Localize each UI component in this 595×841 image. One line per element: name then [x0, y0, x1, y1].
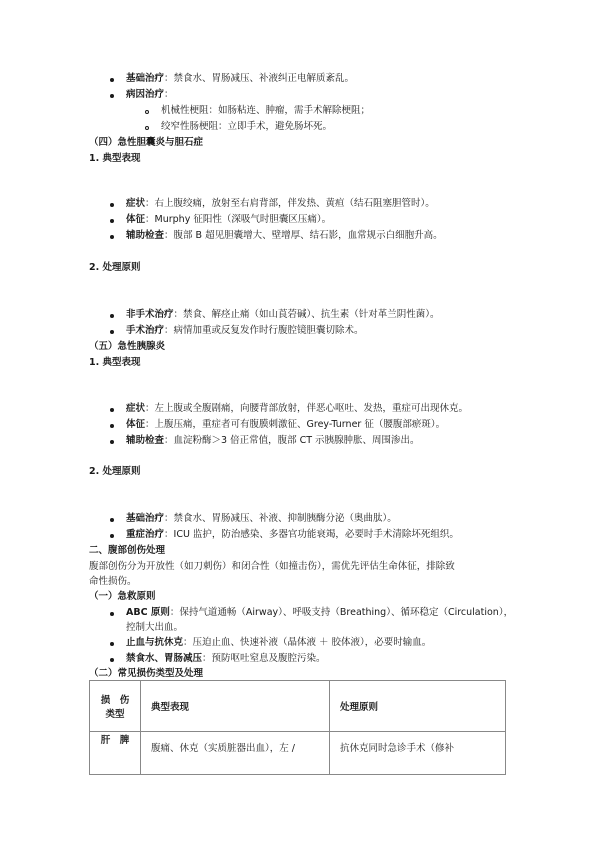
subheading-presentation: 1. 典型表现 [89, 153, 141, 164]
cholecystitis-nonsurgical-label: 非手术治疗 [126, 309, 174, 320]
pancreatitis-sign-text: ：上腹压痛，重症者可有腹膜刺激征、Grey-Turner 征（腰腹部瘀斑）。 [145, 419, 446, 430]
table-header-cell [90, 681, 141, 732]
obstruction-sub-item: 机械性梗阻：如肠粘连、肿瘤，需手术解除梗阻； [161, 105, 371, 116]
cholecystitis-symptom-text: ：右上腹绞痛，放射至右肩背部，伴发热、黄疸（结石阻塞胆管时）。 [145, 198, 435, 209]
table-cell: 腹痛、休克（实质脏器出血），左 / [141, 732, 330, 775]
pancreatitis-sign-label: 体征 [126, 419, 146, 430]
trauma-bleeding-label: 止血与抗休克 [126, 637, 184, 648]
pancreatitis-exam-text: ：血淀粉酶＞3 倍正常值，腹部 CT 示胰腺肿胀、周围渗出。 [164, 435, 420, 446]
pancreatitis-basic-label: 基础治疗 [126, 513, 165, 524]
section-title-trauma: 二、腹部创伤处理 [89, 545, 166, 556]
injury-types-table [89, 680, 506, 775]
sub-bullet-circle [145, 110, 149, 114]
pancreatitis-basic-item [126, 512, 397, 525]
trauma-abc-label: ABC 原则 [126, 607, 170, 618]
cholecystitis-surgical-item [126, 324, 364, 337]
bullet-dot [110, 518, 114, 522]
cholecystitis-nonsurgical-text: ：禁食、解痉止痛（如山莨菪碱）、抗生素（针对革兰阴性菌）。 [173, 309, 440, 320]
bullet-dot [110, 330, 114, 334]
table-row [90, 732, 506, 775]
bullet-dot [110, 78, 114, 82]
header-line: 损 伤 [100, 695, 130, 706]
cholecystitis-sign-text: ：Murphy 征阳性（深吸气时胆囊区压痛）。 [145, 214, 332, 225]
cholecystitis-surgical-label: 手术治疗 [126, 325, 165, 336]
obstruction-sub-item: 绞窄性肠梗阻：立即手术，避免肠坏死。 [161, 121, 333, 132]
subheading-principles: 2. 处理原则 [89, 262, 141, 273]
cholecystitis-exam-text: ：腹部 B 超见胆囊增大、壁增厚、结石影，血常规示白细胞升高。 [164, 230, 443, 241]
obstruction-cause-label: 病因治疗 [126, 89, 165, 100]
cholecystitis-exam-label: 辅助检查 [126, 230, 165, 241]
subsection-title-emergency: （一）急救原则 [89, 591, 156, 602]
bullet-dot [110, 440, 114, 444]
pancreatitis-symptom-label: 症状 [126, 403, 146, 414]
obstruction-cause-item [126, 88, 174, 101]
bullet-dot [110, 408, 114, 412]
trauma-fasting-label: 禁食水、胃肠减压 [126, 653, 203, 664]
bullet-dot [110, 203, 114, 207]
obstruction-cause-text: ： [164, 89, 174, 100]
pancreatitis-severe-item [126, 528, 459, 541]
subheading-principles: 2. 处理原则 [89, 466, 141, 477]
subheading-presentation: 1. 典型表现 [89, 357, 141, 368]
obstruction-basic-item [126, 72, 354, 85]
trauma-abc-item [126, 606, 513, 619]
trauma-abc-continuation: 控制大出血。 [126, 622, 184, 633]
pancreatitis-basic-text: ：禁食水、胃肠减压、补液、抑制胰酶分泌（奥曲肽）。 [164, 513, 397, 524]
table-header-cell: 处理原则 [330, 681, 506, 732]
bullet-dot [110, 424, 114, 428]
section-title-cholecystitis: （四）急性胆囊炎与胆石症 [89, 137, 204, 148]
header-line: 类型 [105, 709, 125, 720]
pancreatitis-symptom-text: ：左上腹或全腹剧痛，向腰背部放射，伴恶心呕吐、发热，重症可出现休克。 [145, 403, 469, 414]
pancreatitis-severe-text: ：ICU 监护，防治感染、多器官功能衰竭，必要时手术清除坏死组织。 [164, 529, 459, 540]
cholecystitis-symptom-item [126, 197, 435, 210]
bullet-dot [110, 658, 114, 662]
pancreatitis-sign-item [126, 418, 445, 431]
table-header-row [90, 681, 506, 732]
trauma-bleeding-item [126, 636, 431, 649]
pancreatitis-symptom-item [126, 402, 468, 415]
cholecystitis-exam-item [126, 229, 443, 242]
bullet-dot [110, 642, 114, 646]
trauma-intro-line: 命性损伤。 [89, 576, 137, 587]
bullet-dot [110, 219, 114, 223]
bullet-dot [110, 235, 114, 239]
bullet-dot [110, 314, 114, 318]
trauma-abc-text: ：保持气道通畅（Airway）、呼吸支持（Breathing）、循环稳定（Circulation）， [169, 607, 514, 618]
cholecystitis-sign-label: 体征 [126, 214, 146, 225]
cholecystitis-symptom-label: 症状 [126, 198, 146, 209]
cholecystitis-sign-item [126, 213, 331, 226]
subsection-title-injury-types: （二）常见损伤类型及处理 [89, 668, 204, 679]
section-title-pancreatitis: （五）急性胰腺炎 [89, 341, 166, 352]
table-cell: 抗休克同时急诊手术（修补 [330, 732, 506, 775]
cholecystitis-nonsurgical-item [126, 308, 440, 321]
pancreatitis-exam-label: 辅助检查 [126, 435, 165, 446]
trauma-bleeding-text: ：压迫止血、快速补液（晶体液 ＋ 胶体液），必要时输血。 [183, 637, 432, 648]
obstruction-basic-label: 基础治疗 [126, 73, 165, 84]
cholecystitis-surgical-text: ：病情加重或反复发作时行腹腔镜胆囊切除术。 [164, 325, 364, 336]
table-cell: 肝 脾 [90, 732, 141, 775]
pancreatitis-exam-item [126, 434, 420, 447]
trauma-fasting-text: ：预防呕吐窒息及腹腔污染。 [202, 653, 326, 664]
obstruction-basic-text: ：禁食水、胃肠减压、补液纠正电解质紊乱。 [164, 73, 355, 84]
bullet-dot [110, 612, 114, 616]
bullet-dot [110, 94, 114, 98]
table-header-cell: 典型表现 [141, 681, 330, 732]
pancreatitis-severe-label: 重症治疗 [126, 529, 165, 540]
sub-bullet-circle [145, 126, 149, 130]
trauma-fasting-item [126, 652, 326, 665]
trauma-intro-line: 腹部创伤分为开放性（如刀刺伤）和闭合性（如撞击伤），需优先评估生命体征，排除致 [89, 561, 455, 572]
bullet-dot [110, 534, 114, 538]
